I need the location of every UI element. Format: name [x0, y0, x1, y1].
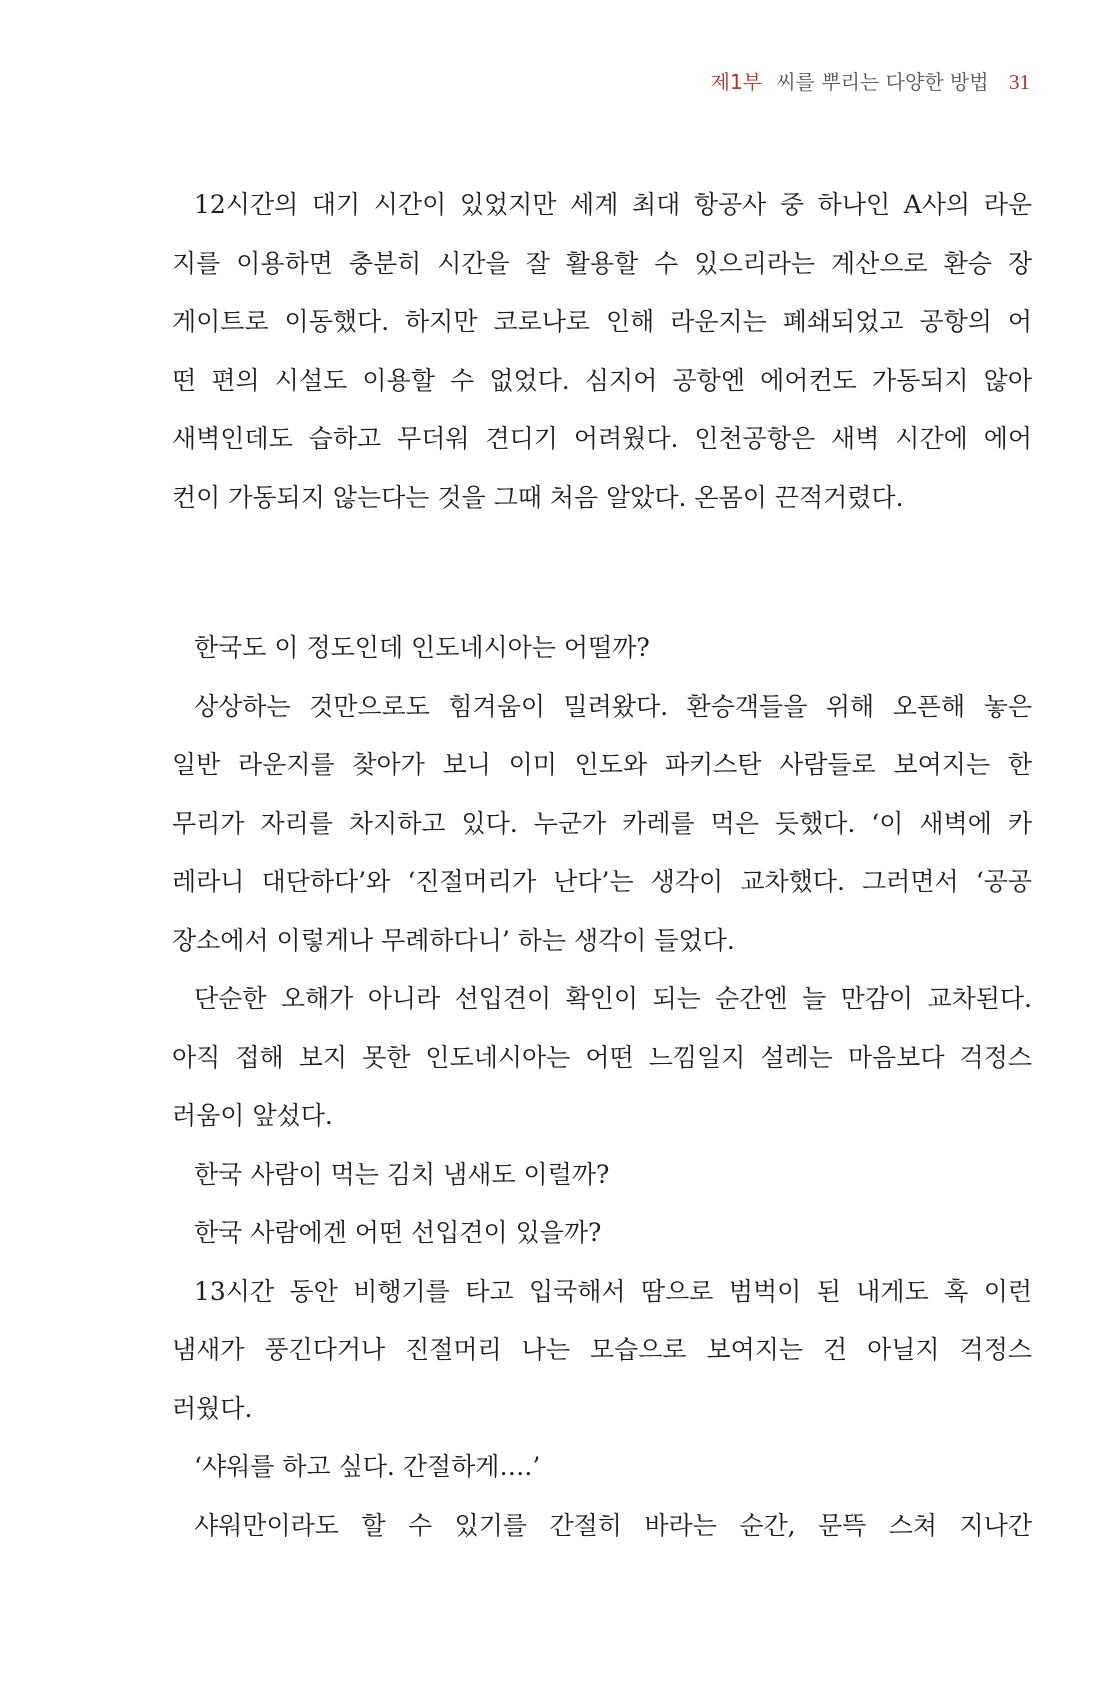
text-line: 일반 라운지를 찾아가 보니 이미 인도와 파키스탄 사람들로 보여지는 한: [172, 750, 1032, 779]
paragraph-block-2: [172, 628, 1032, 1564]
text-line: 컨이 가동되지 않는다는 것을 그때 처음 알았다. 온몸이 끈적거렸다.: [172, 482, 904, 512]
paragraph-block-1: [172, 185, 1032, 536]
text-line: 13시간 동안 비행기를 타고 입국해서 땀으로 범벅이 된 내게도 혹 이런: [194, 1276, 1032, 1306]
text-line: 러웠다.: [172, 1393, 253, 1423]
part-label: 제1부: [710, 70, 762, 94]
text-line: 냄새가 풍긴다거나 진절머리 나는 모습으로 보여지는 건 아닐지 걱정스: [172, 1335, 1032, 1364]
text-line: 새벽인데도 습하고 무더워 견디기 어려웠다. 인천공항은 새벽 시간에 에어: [172, 424, 1032, 453]
text-line: 샤워만이라도 할 수 있기를 간절히 바라는 순간, 문뜩 스쳐 지나간: [194, 1510, 1032, 1540]
body-text: [172, 185, 1032, 1564]
text-line: 무리가 자리를 차지하고 있다. 누군가 카레를 먹은 듯했다. ‘이 새벽에 카: [172, 808, 1032, 838]
text-line: 상상하는 것만으로도 힘겨움이 밀려왔다. 환승객들을 위해 오픈해 놓은: [194, 691, 1032, 721]
section-gap: [172, 536, 1032, 628]
text-line: 레라니 대단하다’와 ‘진절머리가 난다’는 생각이 교차했다. 그러면서 ‘공공: [172, 867, 1032, 896]
text-line: 러움이 앞섰다.: [172, 1101, 333, 1130]
text-line: ‘샤워를 하고 싶다. 간절하게….’: [194, 1452, 541, 1481]
text-line: 게이트로 이동했다. 하지만 코로나로 인해 라운지는 폐쇄되었고 공항의 어: [172, 307, 1032, 336]
text-line: 지를 이용하면 충분히 시간을 잘 활용할 수 있으리라는 계산으로 환승 장: [172, 248, 1032, 278]
text-line: 장소에서 이렇게나 무례하다니’ 하는 생각이 들었다.: [172, 925, 735, 955]
running-header: [711, 66, 1030, 95]
page-number: 31: [1009, 70, 1030, 94]
text-line: 한국도 이 정도인데 인도네시아는 어떨까?: [194, 633, 650, 662]
text-line: 단순한 오해가 아니라 선입견이 확인이 되는 순간엔 늘 만감이 교차된다.: [194, 984, 1032, 1013]
text-line: 한국 사람이 먹는 김치 냄새도 이럴까?: [194, 1159, 610, 1189]
text-line: 한국 사람에겐 어떤 선입견이 있을까?: [194, 1218, 602, 1247]
text-line: 아직 접해 보지 못한 인도네시아는 어떤 느낌일지 설레는 마음보다 걱정스: [172, 1042, 1032, 1072]
text-line: 12시간의 대기 시간이 있었지만 세계 최대 항공사 중 하나인 A사의 라운: [194, 190, 1032, 219]
chapter-title: 씨를 뿌리는 다양한 방법: [776, 70, 989, 94]
text-line: 떤 편의 시설도 이용할 수 없었다. 심지어 공항엔 에어컨도 가동되지 않아: [172, 365, 1032, 395]
